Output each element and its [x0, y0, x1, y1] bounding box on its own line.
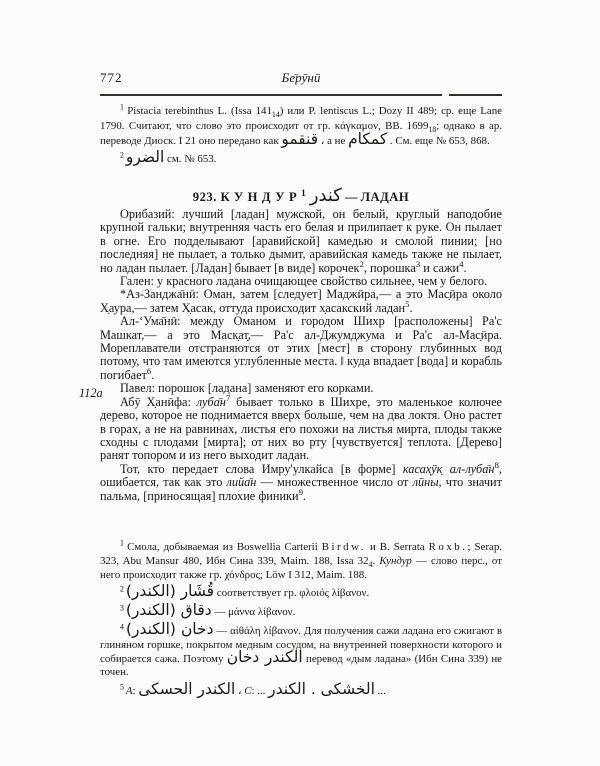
body-paragraph: Ал-ʻУма̄нӣ: между Оманом и городом Шихр [расположены] Ра'с Машкат,— а это Маск̣ат̣,— Ра'с ал-Джумджума и Ра'с ал-Мас̣ӣра. Мореплаватели отстраняются от этих [мест] в сторону глубинных вод потому, что там имеются углубленные места. ‖ куда впадает [вода] и корабль погибает$^6$.: [100, 314, 502, 382]
article-body: [100, 208, 502, 503]
footnote: $^3$ دقاق (الكندر) — μάννα λίβανον.: [120, 601, 296, 620]
body-paragraph: Орибазий: лучший [ладан] мужской, он белый, круглый наподобие крупной гальки; внутренняя часть его белая и прилипает к руке. Он пылает в огне. Его подделывают [аравийской] камедью и смолой пинии; [но последняя] не пылает, а только дымит, аравийская камедь также не пылает, но ладан пылает. [Ладан] бывает [в виде] корочек$^2$, порошка$^3$ и сажи$^4$.: [100, 207, 502, 275]
footnote: $^4$ دخان (الكندر) — αἰθάλη λίβανον. Для получения сажи ладана его сжигают в глиняном горшке, покрытом медным сосудом, на внутренней поверхности которого и собирается сажа. Поэтому الكندر دخان перевод «дым ладана» (Ибн Сина 339) не точен.: [100, 619, 503, 679]
footnote: $^2$ قُشَار (الكندر) соответствует гр. φλοιός λίβανον.: [120, 582, 370, 601]
body-paragraph: Абӯ Х̣анӣфа: $луба̄н^7$ бывает только в Шихре, это маленькое колючее дерево, которое не поднимается вверх больше, чем на два локтя. Оно растет в горах, а не на равнинах, листья его похожи на листья мирта, плоды также сходны с плодами [мирта]; от них во рту [чувствуется] теплота. [Дерево] ранят топором и из него выходит ладан.: [100, 392, 502, 463]
footnote-continuation-block: [100, 104, 502, 167]
running-title: Бе̄рӯнӣ: [281, 70, 321, 85]
body-paragraph: Тот, кто передает слова Имру'улкайса [в форме] касах̣ӯк̣ $ал-луба̄н^8$, ошибается, так как это лийа̄н — множественное число от лӣны, что значит пальма, [приносящая] плохие финики$^9$.: [100, 459, 503, 503]
footnote: $^1$ Смола, добываемая из Boswellia Carterii Birdw. и B. Serrata Roxb.; Serap. 323, Abu Mansur 480, Ибн Сина 339, Maim. 188, Issa $32_4$. Кундур — слово перс., от него происходит также гр. χόνδρος; Löw I 312, Maim. 188.: [100, 538, 502, 581]
body-paragraph: Гален: у красного ладана очищающее свойство сильнее, чем у белого.: [120, 274, 488, 289]
footnote: $^1$ Pistacia terebinthus L. (Issa $141_{14}$) или P. lentiscus L.; Dozy II 489; ср. еще Lane 1790. Считают, что слово это происходит от гр. κάγκαμον, BB. $1699_{18}$; однако в ар. переводе Диоск. I 21 оно передано как قنقمو ، а не كمكام . См. еще № 653, 868.: [100, 102, 503, 148]
body-paragraph: *Аз-Занджа̄нӣ: Оман, затем [следует] Маджӣра,— а это Мас̣ӣра около Х̣аура,— затем Х̣асак, оттуда происходит х̣асакский ладан$^5$.: [100, 287, 502, 315]
footnotes-block: [100, 538, 503, 699]
body-paragraph: Павел: порошок [ладана] заменяют его корками.: [120, 381, 374, 396]
page-number: 772: [100, 70, 123, 85]
header-rule: [100, 94, 442, 96]
header-rule-fragment: [449, 94, 502, 96]
footnote: $^5$ A: الكندر الحسكى ، C: ... الخشكى . الكندر ...: [120, 680, 386, 699]
page-header: [100, 70, 502, 88]
folio-margin-note: 112a: [79, 386, 103, 400]
section-heading: 923. КУНДУР$^1$ كندر — ЛАДАН: [192, 185, 410, 206]
footnote: $^2$ الضرو см. № 653.: [120, 148, 217, 166]
